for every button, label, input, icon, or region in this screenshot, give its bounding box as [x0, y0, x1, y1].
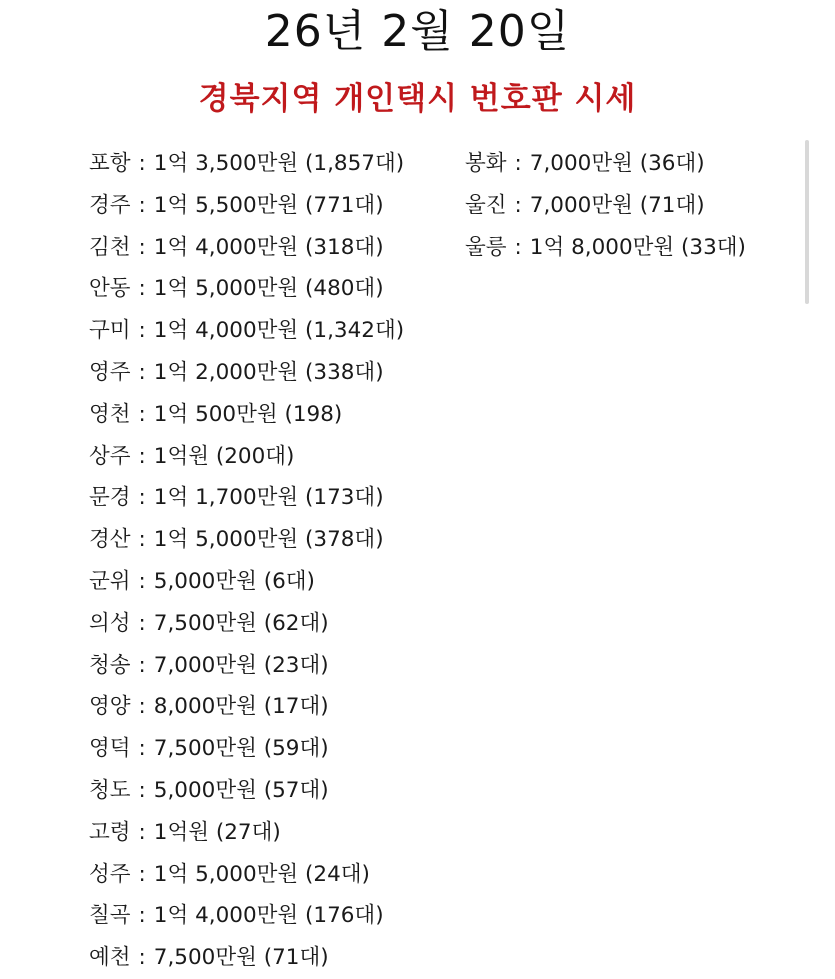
separator: : — [138, 777, 146, 803]
region-name: 군위 — [89, 568, 131, 594]
region-price: 1억 5,000만원 (24대) — [153, 861, 370, 887]
region-name: 영주 — [89, 359, 131, 385]
separator: : — [138, 151, 146, 176]
list-item — [465, 185, 746, 227]
region-name: 고령 — [89, 819, 131, 845]
region-name: 의성 — [89, 610, 131, 636]
list-item — [89, 519, 404, 561]
list-item — [89, 895, 404, 937]
list-item — [89, 603, 404, 645]
region-price: 1억 5,000만원 (480대) — [153, 276, 384, 302]
separator: : — [514, 234, 522, 260]
list-item — [89, 477, 404, 519]
list-item — [89, 394, 404, 436]
region-price: 5,000만원 (57대) — [153, 777, 329, 803]
separator: : — [138, 903, 146, 929]
region-price: 1억 4,000만원 (318대) — [153, 234, 384, 260]
separator: : — [138, 485, 146, 511]
separator: : — [138, 318, 146, 344]
list-item — [465, 227, 746, 269]
region-price: 1억 1,700만원 (173대) — [153, 485, 384, 511]
list-item — [89, 854, 404, 896]
separator: : — [138, 527, 146, 553]
list-item — [465, 143, 746, 185]
separator: : — [138, 568, 146, 594]
separator: : — [138, 861, 146, 887]
left-price-list — [89, 143, 404, 979]
region-price: 1억 4,000만원 (176대) — [153, 903, 384, 929]
date-title: 26년 2월 20일 — [264, 6, 571, 57]
list-item — [89, 561, 404, 603]
region-name: 문경 — [89, 485, 131, 511]
separator: : — [138, 234, 146, 260]
region-price: 7,000만원 (36대) — [529, 151, 705, 176]
separator: : — [138, 401, 146, 427]
list-item — [89, 812, 404, 854]
region-price: 7,000만원 (23대) — [153, 652, 329, 678]
region-price: 1억 3,500만원 (1,857대) — [153, 151, 405, 176]
separator: : — [138, 610, 146, 636]
region-price: 1억 500만원 (198) — [153, 401, 343, 427]
list-item — [89, 937, 404, 979]
separator: : — [138, 276, 146, 302]
separator: : — [514, 151, 522, 176]
list-item — [89, 728, 404, 770]
region-price: 7,500만원 (62대) — [153, 610, 329, 636]
region-name: 포항 — [89, 151, 131, 176]
list-item — [89, 436, 404, 478]
separator: : — [138, 945, 146, 971]
region-name: 봉화 — [465, 151, 507, 176]
region-name: 안동 — [89, 276, 131, 302]
separator: : — [138, 652, 146, 678]
page-subtitle: 경북지역 개인택시 번호판 시세 — [198, 81, 637, 117]
list-item — [89, 686, 404, 728]
list-item — [89, 645, 404, 687]
scrollbar[interactable] — [805, 140, 809, 304]
list-item — [89, 310, 404, 352]
separator: : — [514, 192, 522, 218]
separator: : — [138, 443, 146, 469]
region-name: 상주 — [89, 443, 131, 469]
region-name: 청도 — [89, 777, 131, 803]
list-item — [89, 227, 404, 269]
region-name: 울진 — [465, 192, 507, 218]
region-price: 1억 5,000만원 (378대) — [153, 527, 384, 553]
region-price: 8,000만원 (17대) — [153, 694, 329, 720]
separator: : — [138, 694, 146, 720]
region-name: 칠곡 — [89, 903, 131, 929]
region-name: 예천 — [89, 945, 131, 971]
list-item — [89, 770, 404, 812]
region-price: 7,500만원 (59대) — [153, 736, 329, 762]
region-name: 경주 — [89, 192, 131, 218]
list-item — [89, 268, 404, 310]
separator: : — [138, 359, 146, 385]
list-item — [89, 185, 404, 227]
right-price-list — [465, 143, 746, 268]
region-name: 울릉 — [465, 234, 507, 260]
region-name: 성주 — [89, 861, 131, 887]
region-price: 7,000만원 (71대) — [529, 192, 705, 218]
region-price: 1억원 (200대) — [153, 443, 295, 469]
region-price: 1억 2,000만원 (338대) — [153, 359, 384, 385]
region-price: 1억원 (27대) — [153, 819, 281, 845]
list-item — [89, 143, 404, 185]
region-name: 영덕 — [89, 736, 131, 762]
separator: : — [138, 736, 146, 762]
region-name: 영양 — [89, 694, 131, 720]
region-name: 경산 — [89, 527, 131, 553]
region-price: 1억 4,000만원 (1,342대) — [153, 318, 405, 344]
region-price: 5,000만원 (6대) — [153, 568, 315, 594]
region-name: 청송 — [89, 652, 131, 678]
list-item — [89, 352, 404, 394]
region-price: 1억 5,500만원 (771대) — [153, 192, 384, 218]
region-name: 구미 — [89, 318, 131, 344]
region-name: 김천 — [89, 234, 131, 260]
region-price: 7,500만원 (71대) — [153, 945, 329, 971]
separator: : — [138, 192, 146, 218]
region-name: 영천 — [89, 401, 131, 427]
separator: : — [138, 819, 146, 845]
region-price: 1억 8,000만원 (33대) — [529, 234, 746, 260]
